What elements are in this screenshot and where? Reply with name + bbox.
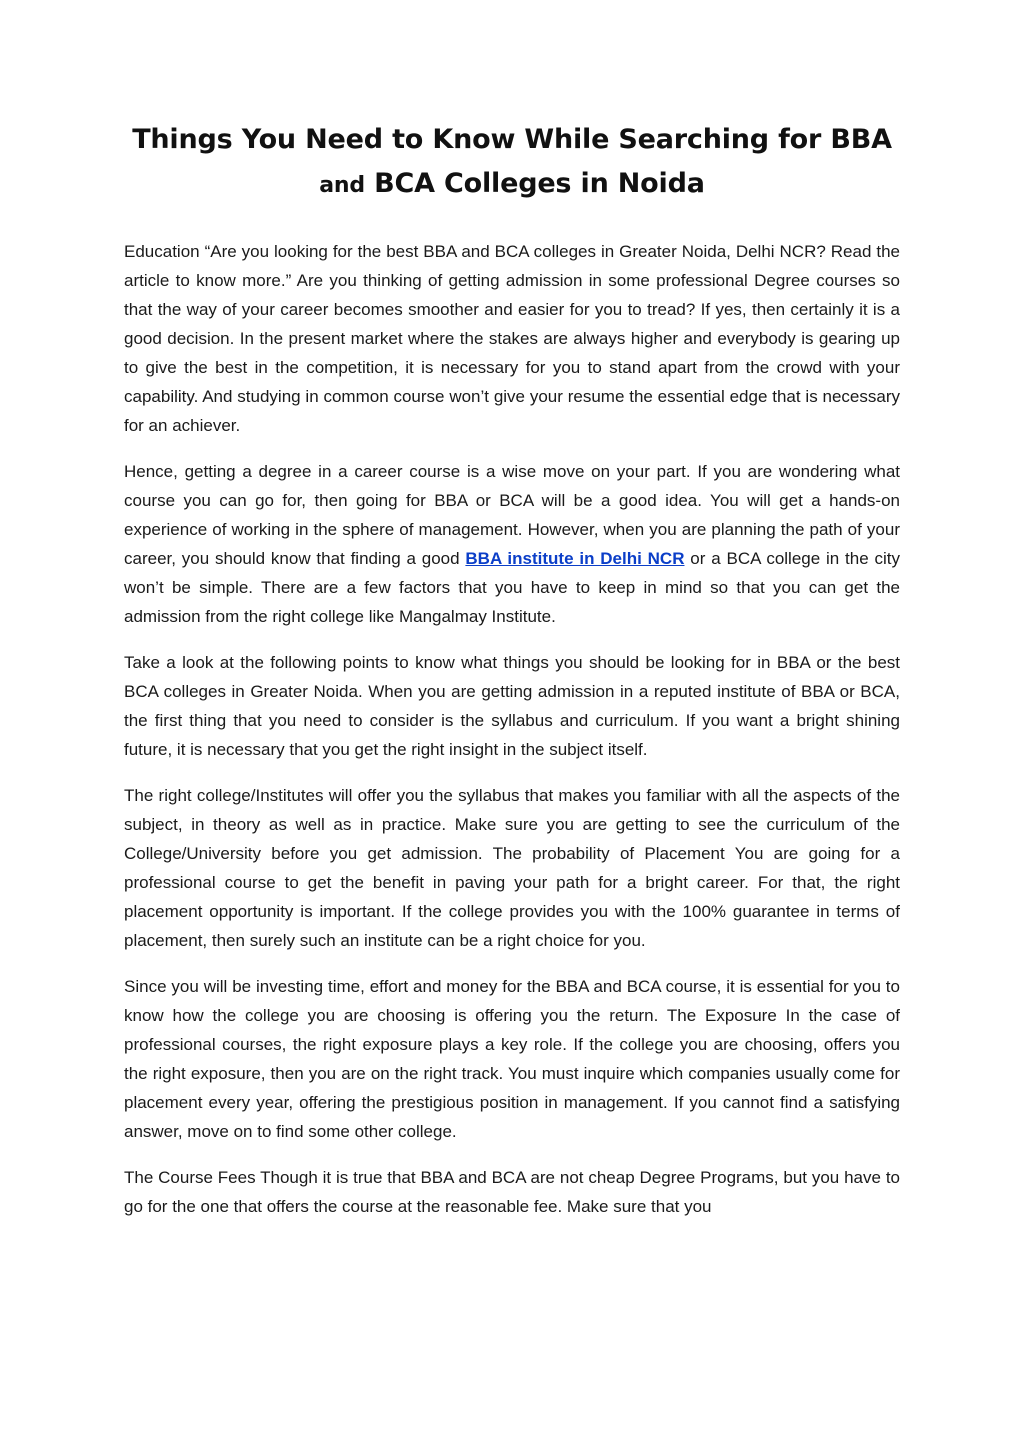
paragraph-career-course-after-link: or a BCA college in the city won’t be simple. There are a few factors that you have to keep in mind so that you can get the admission from the right college like Mangalmay Institute. (124, 549, 901, 626)
paragraph-syllabus: Take a look at the following points to know what things you should be looking for in BBA or the best BCA colleges in Greater Noida. When you are getting admission in a reputed institute of BBA or BCA, the first thing that you need to consider is the syllabus and curriculum. If you want a bright shining future, it is necessary that you get the right insight in the subject itself. (124, 653, 900, 759)
document-page (124, 118, 900, 1238)
document-title (124, 118, 900, 208)
title-line-2-and: and (319, 173, 365, 198)
paragraph-placement: The right college/Institutes will offer you the syllabus that makes you familiar with all the aspects of the subject, in theory as well as in practice. Make sure you are getting to see the curriculum of the College/University before you get admission. The probability of Placement You are going for a professional course to get the benefit in paving your path for a bright career. For that, the right placement opportunity is important. If the college provides you with the 100% guarantee in terms of placement, then surely such an institute can be a right choice for you. (124, 786, 900, 950)
paragraph-intro: Education “Are you looking for the best BBA and BCA colleges in Greater Noida, Delhi NCR? Read the article to know more.” Are you thinking of getting admission in some professional Degree courses so that the way of your career becomes smoother and easier for you to tread? If yes, then certainly it is a good decision. In the present market where the stakes are always higher and everybody is gearing up to give the best in the competition, it is necessary for you to stand apart from the crowd with your capability. And studying in common course won’t give your resume the essential edge that is necessary for an achiever. (124, 242, 900, 435)
paragraph-career-course-before-link: Hence, getting a degree in a career course is a wise move on your part. If you are wondering what course you can go for, then going for BBA or BCA will be a good idea. You will get a hands-on experience of working in the sphere of management. However, when you are planning the path of your career, you should know that finding a good (124, 462, 900, 568)
paragraph-course-fees: The Course Fees Though it is true that BBA and BCA are not cheap Degree Programs, but you have to go for the one that offers the course at the reasonable fee. Make sure that you (124, 1168, 900, 1216)
paragraph-career-course (124, 457, 900, 631)
paragraph-exposure: Since you will be investing time, effort and money for the BBA and BCA course, it is essential for you to know how the college you are choosing is offering you the return. The Exposure In the case of professional courses, the right exposure plays a key role. If the college you are choosing, offers you the right exposure, then you are on the right track. You must inquire which companies usually come for placement every year, offering the prestigious position in management. If you cannot find a satisfying answer, move on to find some other college. (124, 977, 900, 1141)
title-line-2-rest: BCA Colleges in Noida (364, 168, 705, 199)
title-line-1: Things You Need to Know While Searching for BBA (132, 124, 892, 155)
bba-institute-link[interactable]: BBA institute in Delhi NCR (465, 549, 685, 568)
